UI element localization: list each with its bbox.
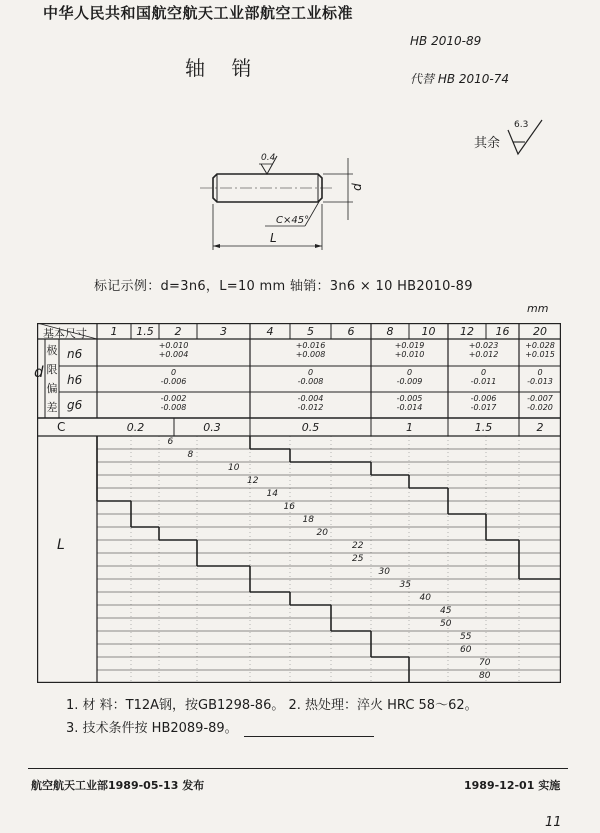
deviation-g6-4: -0.007 -0.020 [527, 394, 553, 412]
size-col-2: 2 [174, 325, 182, 338]
deviation-g6-0: -0.002 -0.008 [160, 394, 187, 412]
l-value-3: 12 [247, 476, 259, 486]
deviation-n6-3: +0.023 +0.012 [468, 341, 499, 359]
marking-example: 标记示例：d=3n6，L=10 mm 轴销：3n6 × 10 HB2010-89 [94, 279, 473, 294]
issuer-line: 航空航天工业部1989-05-13 发布 [31, 779, 205, 792]
l-value-6: 18 [302, 515, 314, 525]
size-col-1: 1.5 [136, 325, 154, 338]
c-value-0: 0.2 [126, 421, 145, 434]
note-line-2: 3. 技术条件按 HB2089-89。 [66, 721, 238, 736]
deviation-n6-1: +0.016 +0.008 [295, 341, 326, 359]
size-col-0: 1 [110, 325, 118, 338]
deviation-h6-0: 0 -0.006 [160, 368, 187, 386]
document-title: 轴 销 [185, 56, 262, 80]
deviation-g6-1: -0.004 -0.012 [297, 394, 324, 412]
size-col-5: 5 [307, 325, 314, 338]
size-col-8: 10 [421, 325, 436, 338]
c-value-2: 0.5 [301, 421, 320, 434]
l-value-17: 70 [479, 658, 491, 668]
limit-deviation-label: 极 限 偏 差 [46, 344, 58, 414]
roughness-label: 其余 [474, 136, 501, 151]
d-symbol: d [34, 363, 44, 381]
l-value-11: 35 [399, 580, 411, 590]
note-line-1: 1. 材 料：T12A钢，按GB1298-86。 2. 热处理：淬火 HRC 58～62。 [66, 698, 478, 713]
size-col-11: 20 [533, 325, 547, 338]
tol-class-n6: n6 [67, 347, 83, 361]
org-title: 中华人民共和国航空航天工业部航空工业标准 [43, 4, 354, 22]
size-col-3: 3 [220, 325, 227, 338]
deviation-h6-2: 0 -0.009 [396, 368, 423, 386]
roughness-symbol-icon [506, 118, 546, 158]
tol-class-h6: h6 [67, 373, 83, 387]
l-value-14: 50 [440, 619, 452, 629]
replaces-standard: 代替 HB 2010-74 [410, 72, 510, 86]
l-value-16: 60 [460, 645, 472, 655]
page-number: 11 [545, 815, 562, 830]
deviation-n6-2: +0.019 +0.010 [394, 341, 425, 359]
l-value-13: 45 [440, 606, 452, 616]
deviation-g6-3: -0.006 -0.017 [470, 394, 497, 412]
dim-d-label: d [349, 183, 364, 191]
l-value-5: 16 [283, 502, 295, 512]
pin-drawing [195, 150, 365, 260]
l-value-1: 8 [187, 450, 194, 460]
l-value-4: 14 [266, 489, 278, 499]
l-value-12: 40 [419, 593, 431, 603]
size-col-7: 8 [386, 325, 394, 338]
chamfer-label: C×45° [276, 215, 310, 226]
c-value-4: 1.5 [474, 421, 493, 434]
deviation-h6-4: 0 -0.013 [527, 368, 553, 386]
l-label: L [57, 537, 65, 553]
l-value-0: 6 [167, 437, 174, 447]
dim-l-label: L [270, 231, 277, 245]
deviation-n6-0: +0.010 +0.004 [158, 341, 189, 359]
size-col-6: 6 [347, 325, 355, 338]
standard-number: HB 2010-89 [410, 34, 482, 48]
effective-date: 1989-12-01 实施 [464, 779, 561, 792]
deviation-h6-3: 0 -0.011 [470, 368, 497, 386]
c-value-1: 0.3 [203, 421, 221, 434]
basic-size-label: 基本尺寸 [43, 327, 87, 340]
notes-underline [244, 736, 374, 737]
c-value-3: 1 [406, 421, 413, 434]
l-value-18: 80 [479, 671, 491, 681]
c-value-5: 2 [536, 421, 544, 434]
unit-label: mm [527, 302, 549, 315]
size-col-4: 4 [266, 325, 274, 338]
footer-rule [28, 768, 568, 769]
deviation-g6-2: -0.005 -0.014 [396, 394, 423, 412]
size-col-10: 16 [495, 325, 510, 338]
size-col-9: 12 [460, 325, 474, 338]
l-value-15: 55 [460, 632, 472, 642]
tol-class-g6: g6 [67, 398, 83, 412]
l-value-8: 22 [352, 541, 364, 551]
l-value-7: 20 [316, 528, 328, 538]
l-value-9: 25 [352, 554, 364, 564]
rough-note: 0.4 [261, 153, 276, 163]
l-value-10: 30 [378, 567, 390, 577]
dimension-table [34, 323, 561, 683]
l-value-2: 10 [228, 463, 240, 473]
deviation-n6-4: +0.028 +0.015 [525, 341, 555, 359]
c-label: C [57, 420, 66, 434]
deviation-h6-1: 0 -0.008 [297, 368, 324, 386]
roughness-value: 6.3 [514, 120, 529, 130]
